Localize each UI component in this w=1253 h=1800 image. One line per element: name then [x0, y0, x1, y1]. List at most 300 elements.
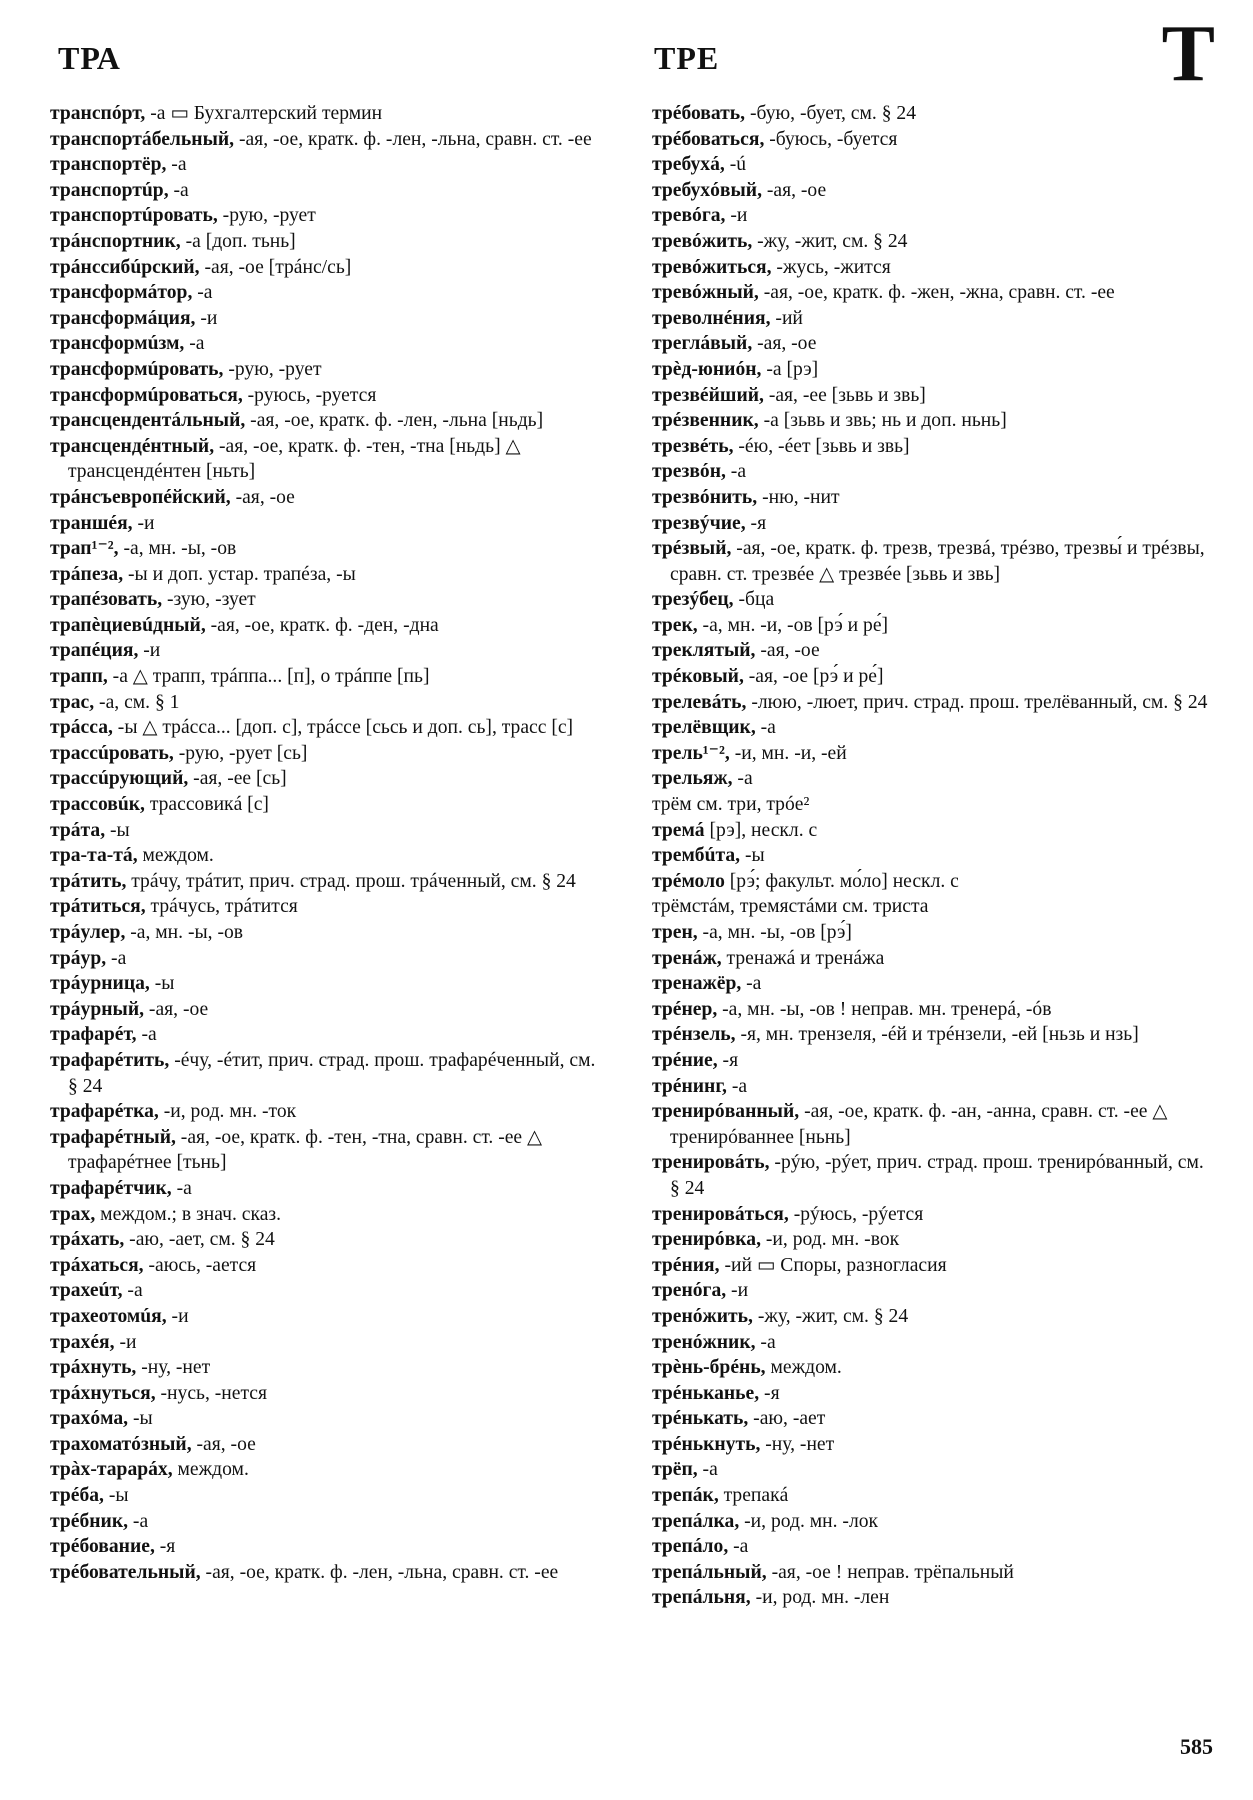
headword: трéбовать, — [652, 103, 746, 124]
entry-body: -ая, -ое ! неправ. трёпальный — [766, 1561, 1014, 1583]
entry-body: -а — [725, 461, 747, 483]
entry-body: -я, мн. трензеля, -éй и трéнзели, -ей [ньзь и нзь] — [735, 1024, 1139, 1046]
dictionary-entry — [50, 1125, 610, 1176]
headword: трапèциевúдный, — [50, 614, 206, 636]
headword: тренировáться, — [652, 1203, 789, 1225]
entry-body: -ая, -ое, кратк. ф. -лен, -льна [ньдь] — [245, 410, 544, 432]
entry-body: -ая, -ое, кратк. ф. -ан, -анна, сравн. ст. -ее △ тренирóваннее [ньнь] — [670, 1101, 1168, 1148]
headword: треклятый, — [652, 640, 756, 662]
headword: транспортúр, — [50, 179, 169, 201]
dictionary-entry — [50, 920, 610, 946]
entry-body: -аю, -ает, см. § 24 — [124, 1229, 275, 1251]
entry-body: -ы — [740, 845, 765, 867]
dictionary-entry — [652, 255, 1214, 281]
dictionary-entry — [652, 229, 1214, 255]
dictionary-entry — [50, 1355, 610, 1381]
entry-body: -ню, -нит — [757, 486, 840, 508]
dictionary-entry — [652, 1099, 1214, 1150]
entry-body: -ая, -ое, кратк. ф. -жен, -жна, сравн. ст. -ее — [758, 282, 1115, 304]
headword: трáнспортник, — [50, 230, 181, 252]
entry-body: -и, род. мн. -вок — [761, 1229, 900, 1251]
dictionary-entry — [652, 1355, 1214, 1381]
entry-body: -рую, -рует — [217, 205, 316, 227]
entry-body: -и — [114, 1331, 137, 1353]
headword: трáхаться, — [50, 1254, 144, 1276]
dictionary-entry — [652, 306, 1214, 332]
headword: трансформáтор, — [50, 282, 193, 304]
dictionary-entry — [50, 511, 610, 537]
dictionary-entry — [652, 152, 1214, 178]
entry-body: -люю, -люет, прич. страд. прош. трелёванный, см. § 24 — [746, 691, 1208, 713]
dictionary-entry — [50, 1432, 610, 1458]
headword: трéнер, — [652, 998, 718, 1020]
headword: тренирóвка, — [652, 1229, 761, 1251]
entry-body: -буюсь, -буется — [764, 128, 898, 150]
dictionary-entry — [652, 536, 1214, 587]
headword: трáурный, — [50, 998, 145, 1020]
entry-body: -а — [136, 1024, 157, 1046]
headword: транспортúровать, — [50, 205, 218, 227]
entry-body: -ая, -ое, кратк. ф. -лен, -льна, сравн. ст. -ее — [200, 1561, 559, 1583]
headword: трéния, — [652, 1254, 720, 1276]
dictionary-entry — [50, 792, 610, 818]
headword: трéмоло — [652, 870, 725, 892]
headword: трáурница, — [50, 973, 150, 995]
headword: тревóжить, — [652, 230, 753, 252]
headword: трассовúк, — [50, 794, 145, 816]
dictionary-entry — [652, 1253, 1214, 1279]
dictionary-entry — [50, 766, 610, 792]
headword: трéковый, — [652, 666, 744, 688]
entry-body: -и — [195, 307, 218, 329]
headword: тренóжник, — [652, 1331, 756, 1353]
dictionary-entry — [652, 383, 1214, 409]
dictionary-entry — [652, 1150, 1214, 1201]
headword: трас, — [50, 691, 95, 713]
entry-body: -а — [697, 1459, 718, 1481]
headword: трéбник, — [50, 1510, 129, 1532]
headword: трансформúровать, — [50, 358, 224, 380]
dictionary-entry — [50, 1048, 610, 1099]
entry-body: междом.; в знач. сказ. — [95, 1203, 282, 1225]
dictionary-entry — [50, 690, 610, 716]
entry-body: -бую, -бует, см. § 24 — [745, 103, 916, 124]
headword: трáсса, — [50, 717, 113, 739]
headword: траншéя, — [50, 512, 133, 534]
entry-body: -ая, -ое, кратк. ф. -тен, -тна, сравн. ст. -ее △ трафарéтнее [тьнь] — [68, 1126, 543, 1174]
entry-body: -а — [726, 1075, 748, 1097]
entry-body: -а, мн. -ы, -ов — [125, 922, 244, 943]
entry-body: -а — [732, 768, 753, 790]
headword: трельяж, — [652, 768, 733, 790]
entry-body: -ы △ трáсса... [доп. с], трáссе [сьсь и доп. сь], трасс [с] — [112, 717, 574, 739]
dictionary-entry — [50, 306, 610, 332]
headword: трахеúт, — [50, 1280, 123, 1302]
dictionary-entry — [652, 1022, 1214, 1048]
headword: трáхнуться, — [50, 1382, 156, 1404]
entry-body: -а — [741, 973, 762, 995]
entry-body: -а — [168, 179, 189, 201]
dictionary-entry — [50, 331, 610, 357]
headword: тренирóванный, — [652, 1101, 800, 1123]
entry-body: -ая, -ое — [230, 486, 295, 508]
headword: трéнзель, — [652, 1024, 736, 1046]
headword: трéние, — [652, 1049, 718, 1071]
dictionary-entry — [652, 203, 1214, 229]
entry-body: -ая, -ое — [755, 640, 820, 662]
headword: трахéя, — [50, 1331, 115, 1353]
dictionary-entry — [50, 101, 610, 127]
headword: трезвóнить, — [652, 486, 758, 508]
dictionary-entry — [652, 1227, 1214, 1253]
headword: трезвéйший, — [652, 384, 764, 406]
headword: трахóма, — [50, 1408, 129, 1430]
entry-body: -а [доп. тьнь] — [180, 230, 296, 252]
entry-body: -жу, -жит, см. § 24 — [752, 1305, 909, 1327]
dictionary-entry — [50, 894, 610, 920]
right-guide-word: ТРЕ — [654, 40, 720, 76]
section-letter: Т — [1161, 10, 1215, 98]
dictionary-entry — [50, 587, 610, 613]
entry-body: -я — [745, 512, 767, 534]
dictionary-entry — [50, 869, 610, 895]
entry-body: -ы — [149, 973, 175, 995]
entry-body: -аю, -ает — [748, 1408, 826, 1430]
entry-body: -а, см. § 1 — [94, 691, 180, 713]
headword: трèнь-брéнь, — [652, 1357, 766, 1379]
left-column — [50, 101, 610, 1585]
headword: трáур, — [50, 947, 107, 969]
headword: трéнькать, — [652, 1408, 749, 1430]
entry-body: -ая, -ое, кратк. ф. -ден, -дна — [205, 614, 439, 636]
entry-body: -рую, -рует — [223, 358, 322, 380]
headword: трепáлка, — [652, 1510, 740, 1532]
dictionary-entry — [50, 152, 610, 178]
headword: трансформúзм, — [50, 333, 185, 355]
headword: трафарéтить, — [50, 1049, 170, 1071]
headword: трáтить, — [50, 870, 127, 892]
entry-body: -а — [106, 947, 127, 969]
headword: тревóга, — [652, 205, 726, 227]
headword: трап¹⁻², — [50, 538, 119, 560]
entry-body: -я — [154, 1536, 176, 1558]
entry-body: [рэ́; факульт. мо́ло] нескл. с — [724, 870, 959, 892]
entry-body: -и, род. мн. -ток — [158, 1101, 297, 1123]
entry-body: -руюсь, -руется — [242, 384, 377, 406]
entry-body: -ая, -ое — [144, 998, 209, 1020]
entry-body: -а — [171, 1177, 192, 1199]
entry-body: -зую, -зует — [162, 589, 256, 611]
entry-body: -а [рэ] — [761, 358, 819, 380]
entry-body: -éчу, -éтит, прич. страд. прош. трафарéченный, см. § 24 — [68, 1049, 596, 1097]
dictionary-entry — [50, 1560, 610, 1586]
entry-body: -жу, -жит, см. § 24 — [752, 230, 908, 252]
headword: трéбоваться, — [652, 128, 765, 150]
headword: трепáк, — [652, 1485, 719, 1507]
entry-body: -а △ трапп, трáппа... [п], о трáппе [пь] — [107, 666, 430, 688]
entry-body: -аюсь, -ается — [143, 1254, 257, 1276]
entry-body: -а, мн. -ы, -ов ! неправ. мн. тренерá, -óв — [717, 998, 1052, 1020]
dictionary-entry — [50, 1099, 610, 1125]
entry-body: -а [зьвь и звь; нь и доп. ньнь] — [758, 410, 1007, 432]
entry-body: -ая, -ое — [761, 179, 827, 201]
dictionary-entry — [652, 1278, 1214, 1304]
dictionary-entry — [652, 997, 1214, 1023]
dictionary-entry — [652, 1585, 1214, 1611]
dictionary-entry — [652, 690, 1214, 716]
headword: тренóга, — [652, 1280, 727, 1302]
dictionary-entry — [652, 664, 1214, 690]
headword: трепáльня, — [652, 1587, 751, 1609]
dictionary-entry — [652, 434, 1214, 460]
dictionary-entry — [50, 1509, 610, 1535]
dictionary-entry — [652, 1534, 1214, 1560]
entry-body: -и — [138, 640, 161, 662]
dictionary-entry — [50, 741, 610, 767]
headword: трáхать, — [50, 1229, 125, 1251]
entry-body: -а, мн. -ы, -ов — [118, 538, 237, 560]
dictionary-entry — [50, 1330, 610, 1356]
dictionary-entry — [50, 818, 610, 844]
headword: трапéзовать, — [50, 589, 163, 611]
entry-body: -ая, -ое, кратк. ф. -тен, -тна [ньдь] △ трансцендéнтен [ньть] — [68, 435, 521, 483]
dictionary-entry — [50, 946, 610, 972]
entry-body: -а — [755, 717, 776, 739]
dictionary-entry — [652, 715, 1214, 741]
headword: тренировáть, — [652, 1152, 770, 1174]
headword: транспортáбельный, — [50, 128, 235, 150]
headword: трахоматóзный, — [50, 1433, 192, 1455]
entry-body: трáчусь, трáтится — [145, 896, 298, 918]
right-column — [652, 101, 1214, 1611]
entry-body: -нусь, -нется — [155, 1382, 267, 1404]
headword: трéзвый, — [652, 538, 732, 560]
dictionary-entry — [50, 664, 610, 690]
dictionary-entry — [50, 178, 610, 204]
entry-body: -а — [755, 1331, 776, 1353]
dictionary-entry — [50, 1381, 610, 1407]
dictionary-entry — [50, 255, 610, 281]
headword: трáнссибúрский, — [50, 256, 200, 278]
entry-body: -ая, -ое [трáнс/сь] — [199, 256, 352, 278]
entry-body: -бца — [733, 589, 775, 611]
entry-body: -ая, -ое [рэ́ и ре́] — [743, 666, 884, 688]
entry-body: -ы — [105, 819, 130, 841]
headword: трелёвщик, — [652, 717, 756, 739]
entry-body: междом. — [137, 845, 214, 867]
page-number: 585 — [1180, 1734, 1213, 1759]
dictionary-entry — [652, 843, 1214, 869]
entry-body: трёмстáм, тремястáми см. триста — [652, 896, 929, 918]
entry-body: -а — [184, 333, 205, 355]
dictionary-entry — [652, 1048, 1214, 1074]
headword: требухóвый, — [652, 179, 762, 201]
headword: тренажёр, — [652, 973, 742, 995]
entry-body: -ы и доп. устар. трапéза, -ы — [123, 563, 356, 585]
entry-body: -рýю, -рýет, прич. страд. прош. тренирóванный, см. § 24 — [670, 1152, 1204, 1199]
entry-body: трáчу, трáтит, прич. страд. прош. трáченный, см. § 24 — [126, 870, 576, 892]
entry-body: -ий — [770, 307, 803, 329]
headword: трахеотомúя, — [50, 1305, 167, 1327]
dictionary-entry — [652, 792, 1214, 818]
headword: трафарéтчик, — [50, 1177, 172, 1199]
left-guide-word: ТРА — [58, 40, 121, 76]
entry-body: -а — [122, 1280, 143, 1302]
dictionary-entry — [50, 715, 610, 741]
dictionary-entry — [652, 1406, 1214, 1432]
entry-body: -ая, -ое — [752, 333, 817, 355]
dictionary-entry — [50, 562, 610, 588]
entry-body: -рую, -рует [сь] — [173, 742, 308, 764]
entry-body: -и, род. мн. -лен — [750, 1587, 890, 1609]
dictionary-entry — [50, 997, 610, 1023]
dictionary-entry — [652, 638, 1214, 664]
entry-body: -а — [728, 1536, 749, 1558]
dictionary-entry — [652, 1432, 1214, 1458]
dictionary-entry — [652, 613, 1214, 639]
headword: трéнькнуть, — [652, 1433, 761, 1455]
dictionary-entry — [50, 843, 610, 869]
entry-body: -я — [717, 1049, 739, 1071]
headword: требухá, — [652, 154, 725, 176]
dictionary-entry — [50, 485, 610, 511]
headword: трапп, — [50, 666, 108, 688]
dictionary-entry — [652, 178, 1214, 204]
headword: трепáльный, — [652, 1561, 767, 1583]
headword: трéбовательный, — [50, 1561, 201, 1583]
dictionary-entry — [652, 1074, 1214, 1100]
dictionary-entry — [652, 1202, 1214, 1228]
headword: тремá — [652, 819, 705, 841]
entry-body: -ая, -ое — [191, 1433, 256, 1455]
headword: трелевáть, — [652, 691, 747, 713]
entry-body: -рýюсь, -рýется — [788, 1203, 924, 1225]
headword: трембúта, — [652, 845, 741, 867]
entry-body: -и, род. мн. -лок — [739, 1510, 879, 1532]
dictionary-entry — [50, 127, 610, 153]
entry-body: трём см. три, трóе² — [652, 794, 810, 816]
headword: транспóрт, — [50, 103, 146, 124]
headword: трассúровать, — [50, 742, 174, 764]
dictionary-entry — [652, 331, 1214, 357]
entry-body: -ая, -ее [сь] — [188, 768, 287, 790]
dictionary-entry — [50, 1278, 610, 1304]
dictionary-entry — [652, 127, 1214, 153]
headword: трезвéть, — [652, 435, 734, 457]
headword: трах, — [50, 1203, 96, 1225]
entry-body: -а, мн. -ы, -ов [рэ́] — [697, 922, 852, 943]
dictionary-entry — [652, 766, 1214, 792]
headword: трéнинг, — [652, 1075, 727, 1097]
entry-body: -и — [725, 205, 748, 227]
dictionary-entry — [652, 894, 1214, 920]
entry-body: -я — [759, 1382, 780, 1404]
entry-body: -ая, -ое, кратк. ф. трезв, трезвá, трéзво, трезвы́ и трéзвы, сравн. ст. трезвéе △ трезвéе [зьвь и звь] — [670, 538, 1205, 585]
dictionary-entry — [652, 408, 1214, 434]
dictionary-entry — [50, 1406, 610, 1432]
entry-body: междом. — [765, 1357, 842, 1379]
headword: трансформúроваться, — [50, 384, 243, 406]
headword: трèд-юниóн, — [652, 358, 762, 380]
headword: тревóжный, — [652, 282, 759, 304]
entry-body: -ий ▭ Споры, разногласия — [719, 1254, 947, 1276]
headword: трáулер, — [50, 922, 126, 943]
headword: трапéция, — [50, 640, 139, 662]
dictionary-entry — [652, 357, 1214, 383]
headword: трансцендéнтный, — [50, 435, 215, 457]
dictionary-entry — [652, 1457, 1214, 1483]
headword: трафарéтный, — [50, 1126, 176, 1148]
entry-body: -ы — [128, 1408, 153, 1430]
headword: трáта, — [50, 819, 106, 841]
dictionary-entry — [652, 971, 1214, 997]
dictionary-entry — [50, 203, 610, 229]
headword: трек, — [652, 614, 698, 636]
entry-body: тренажá и тренáжа — [721, 947, 885, 969]
dictionary-entry — [652, 946, 1214, 972]
headword: трéбование, — [50, 1536, 155, 1558]
headword: трáпеза, — [50, 563, 124, 585]
dictionary-entry — [652, 485, 1214, 511]
entry-body: -и — [166, 1305, 189, 1327]
headword: тревóжиться, — [652, 256, 772, 278]
dictionary-entry — [652, 818, 1214, 844]
dictionary-entry — [652, 511, 1214, 537]
entry-body: -а ▭ Бухгалтерский термин — [145, 103, 383, 124]
headword: трепáло, — [652, 1536, 729, 1558]
headword: тренáж, — [652, 947, 722, 969]
dictionary-entry — [652, 1330, 1214, 1356]
dictionary-entry — [652, 587, 1214, 613]
headword: трель¹⁻², — [652, 742, 730, 764]
headword: треглáвый, — [652, 333, 753, 355]
entry-body: -ну, -нет — [136, 1357, 211, 1379]
entry-body: -и, мн. -и, -ей — [729, 742, 847, 764]
entry-body: -а, мн. -и, -ов [рэ́ и ре́] — [697, 614, 889, 636]
headword: трезвýчие, — [652, 512, 746, 534]
dictionary-entry — [652, 1304, 1214, 1330]
dictionary-entry — [50, 408, 610, 434]
headword: тра-та-тá, — [50, 845, 138, 867]
headword: трáтиться, — [50, 896, 146, 918]
dictionary-entry — [652, 1560, 1214, 1586]
dictionary-entry — [50, 613, 610, 639]
headword: транспортёр, — [50, 154, 167, 176]
entry-body: -ы — [103, 1485, 129, 1507]
dictionary-entry — [50, 229, 610, 255]
dictionary-entry — [652, 869, 1214, 895]
dictionary-entry — [50, 1534, 610, 1560]
entry-body: -ая, -ое, кратк. ф. -лен, -льна, сравн. ст. -ее — [234, 128, 592, 150]
headword: трен, — [652, 922, 698, 943]
entry-body: трепакá — [718, 1485, 789, 1507]
headword: треволнéния, — [652, 307, 771, 329]
dictionary-entry — [652, 920, 1214, 946]
headword: трéба, — [50, 1485, 104, 1507]
headword: трансцендентáльный, — [50, 410, 246, 432]
headword: трезвóн, — [652, 461, 726, 483]
dictionary-entry — [50, 1457, 610, 1483]
entry-body: -ú — [724, 154, 747, 176]
dictionary-entry — [50, 280, 610, 306]
headword: тренóжить, — [652, 1305, 753, 1327]
dictionary-entry — [50, 383, 610, 409]
entry-body: трассовикá [с] — [144, 794, 269, 816]
headword: трафарéтка, — [50, 1101, 159, 1123]
entry-body: -éю, -éет [зьвь и звь] — [733, 435, 910, 457]
dictionary-entry — [652, 1509, 1214, 1535]
headword: трёп, — [652, 1459, 698, 1481]
